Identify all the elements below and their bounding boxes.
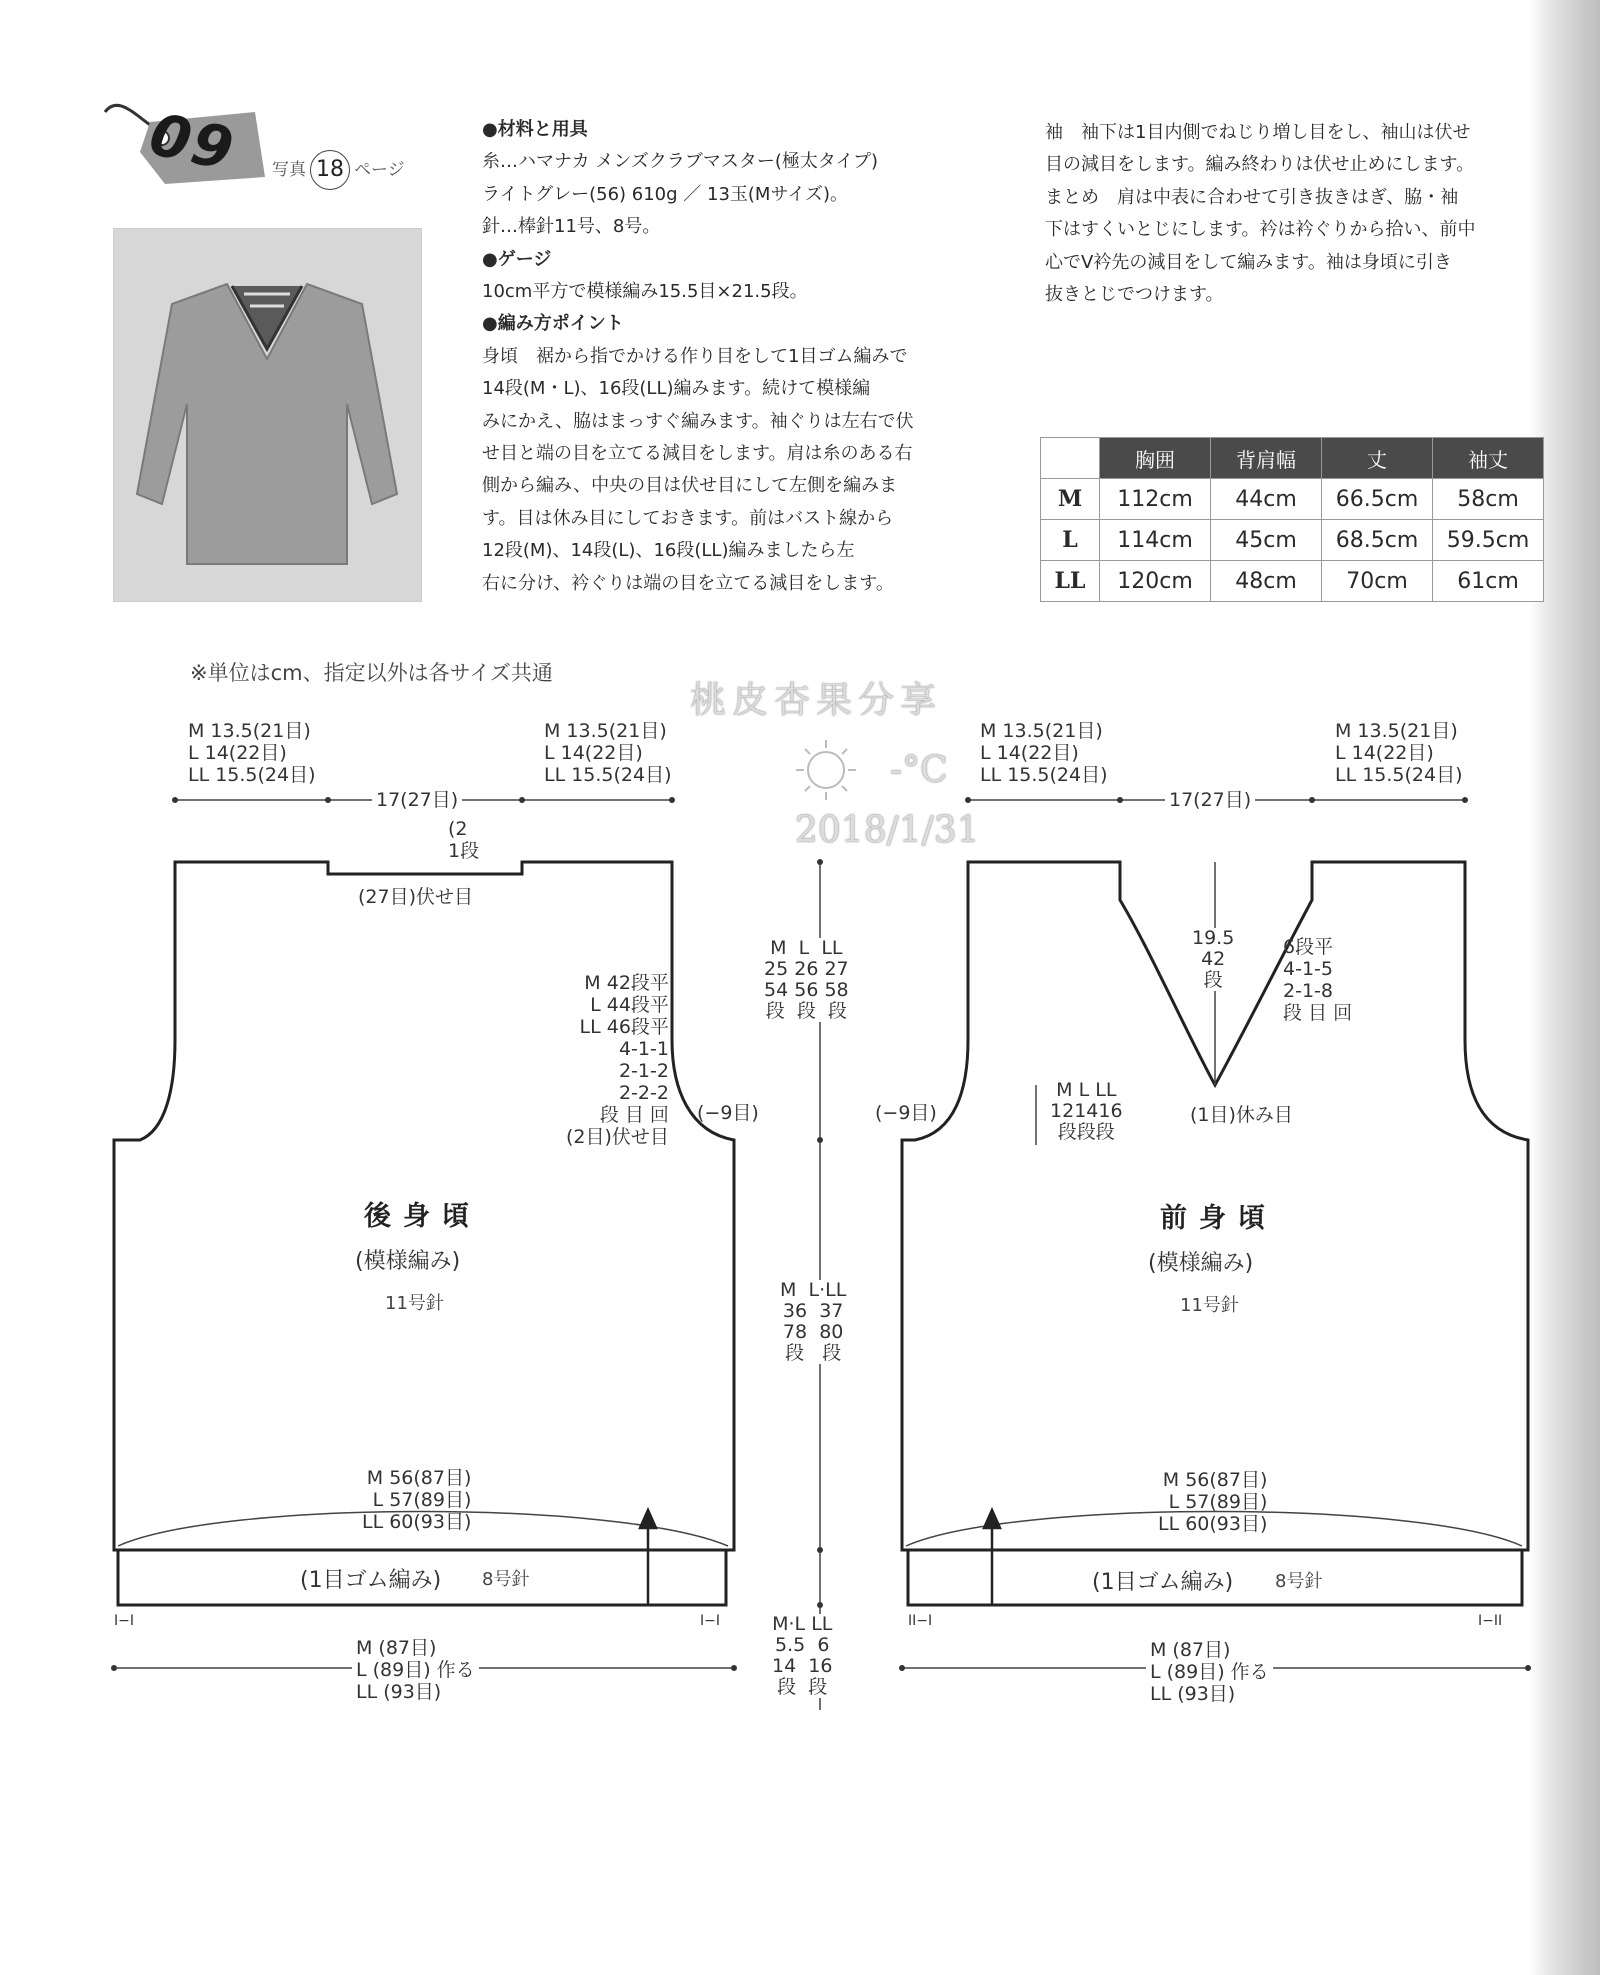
front-armhole-dec: (−9目) (875, 1102, 937, 1124)
label-cell: 80 (819, 1321, 844, 1343)
label-cell: 26 (794, 958, 819, 980)
label-line: LL 15.5(24目) (188, 764, 316, 786)
dim-dot (1462, 797, 1468, 803)
back-stitch: (模様編み) (355, 1249, 461, 1274)
label-line: M 42段平 (584, 972, 669, 994)
yarn-line-1: 糸…ハマナカ メンズクラブマスター(極太タイプ) (482, 151, 878, 173)
front-v-decrease (1283, 936, 1352, 1024)
label-cell: 段 (796, 1000, 816, 1022)
label-line: M (87目) (356, 1637, 437, 1659)
back-rib-label: (1目ゴム編み) (300, 1568, 442, 1593)
dim-dot (111, 1665, 117, 1671)
back-shoulder-left (188, 720, 316, 786)
label-row (772, 1677, 832, 1698)
dim-dot (325, 797, 331, 803)
back-mark-left: I−I (114, 1613, 134, 1629)
label-line: (2 (448, 818, 468, 840)
label-cell: L (1078, 1079, 1090, 1101)
label-cell: 16 (808, 1655, 833, 1677)
label-cell: 段 (777, 1676, 797, 1698)
table-cell: 70cm (1322, 561, 1433, 602)
label-cell: L·LL (808, 1279, 847, 1301)
label-cell: 36 (782, 1300, 808, 1322)
label-cell: 14 (1074, 1100, 1099, 1122)
watermark-sun-icon (796, 740, 856, 800)
label-line: LL (93目) (356, 1681, 442, 1703)
size-label: LL (1041, 561, 1100, 602)
front-split-rows (1050, 1080, 1123, 1143)
label-cell: 37 (819, 1300, 844, 1322)
front-center-hold: (1目)休み目 (1190, 1104, 1293, 1126)
label-cell: M (780, 1279, 797, 1301)
label-line: 6段平 (1283, 936, 1334, 958)
instruction-line: 目の減目をします。編み終わりは伏せ止めにします。 (1045, 154, 1475, 176)
label-cell: 56 (794, 979, 819, 1001)
front-title: 前身頃 (1160, 1203, 1277, 1234)
label-line: (2目)伏せ目 (566, 1126, 669, 1148)
table-cell: 120cm (1100, 561, 1211, 602)
label-line: L 57(89目) (372, 1489, 472, 1511)
label-cell: M (1056, 1079, 1073, 1101)
label-cell: 段 (1095, 1121, 1115, 1143)
label-cell: 16 (1098, 1100, 1123, 1122)
front-needle: 11号針 (1180, 1295, 1239, 1316)
label-line: 19.5 (1192, 927, 1235, 949)
label-line: 1段 (448, 840, 480, 862)
dim-dot (1309, 797, 1315, 803)
label-cell: 段 (1076, 1121, 1096, 1143)
points-line: 12段(M)、14段(L)、16段(LL)編みましたら左 (482, 540, 855, 562)
table-cell: 61cm (1433, 561, 1544, 602)
back-needle: 11号針 (385, 1293, 444, 1314)
label-cell: 段 (785, 1342, 805, 1364)
table-cell: 59.5cm (1433, 520, 1544, 561)
table-cell: 48cm (1211, 561, 1322, 602)
label-line: L 14(22目) (188, 742, 287, 764)
front-shoulder-left (980, 720, 1108, 786)
label-line: L (89目) 作る (356, 1659, 475, 1681)
label-row (764, 938, 849, 959)
needles-line: 針…棒針11号、8号。 (482, 216, 661, 238)
back-neck-rows (448, 818, 479, 862)
table-cell: 45cm (1211, 520, 1322, 561)
points-line: 側から編み、中央の目は伏せ目にして左側を編みま (482, 475, 898, 497)
dim-dot (731, 1665, 737, 1671)
unit-note: ※単位はcm、指定以外は各サイズ共通 (190, 661, 553, 685)
dim-dot (817, 1547, 823, 1553)
instruction-line: 抜きとじでつけます。 (1045, 284, 1224, 306)
back-neck-bindoff: (27目)伏せ目 (358, 886, 474, 908)
label-cell: M·L (772, 1613, 806, 1635)
back-bust (362, 1467, 471, 1533)
label-line: L 14(22目) (980, 742, 1079, 764)
front-v-depth (1192, 928, 1234, 991)
table-cell: 44cm (1211, 479, 1322, 520)
points-line: 身頃 裾から指でかける作り目をして1目ゴム編みで (482, 345, 908, 367)
dim-dot (817, 1137, 823, 1143)
label-line: M 13.5(21目) (544, 720, 667, 742)
label-line: 段 (1203, 969, 1223, 991)
front-neck-width: 17(27目) (1165, 789, 1255, 811)
label-row (772, 1656, 832, 1677)
label-row (1050, 1080, 1123, 1101)
points-line: 14段(M・L)、16段(LL)編みます。続けて模様編 (482, 378, 871, 400)
front-cast-on (1146, 1639, 1273, 1705)
label-row (764, 1001, 849, 1022)
watermark-line-2: -°C (890, 750, 948, 791)
photo-ref-prefix: 写真 (272, 160, 306, 180)
front-stitch: (模様編み) (1148, 1251, 1254, 1276)
table-cell: 66.5cm (1322, 479, 1433, 520)
label-line: 42 (1201, 948, 1226, 970)
size-label: L (1041, 520, 1100, 561)
photo-ref-page: 18 (310, 150, 350, 190)
label-line: M 13.5(21目) (188, 720, 311, 742)
label-line: L 57(89目) (1168, 1491, 1268, 1513)
label-line: L 14(22目) (544, 742, 643, 764)
back-rib-needle: 8号針 (482, 1569, 530, 1590)
label-row (764, 959, 849, 980)
label-line: LL 60(93目) (362, 1511, 472, 1533)
label-row (780, 1322, 846, 1343)
back-cast-on (352, 1637, 479, 1703)
label-line: M (87目) (1150, 1639, 1231, 1661)
label-cell: 5.5 (775, 1634, 806, 1656)
label-row (780, 1343, 846, 1364)
dim-dot (899, 1665, 905, 1671)
dim-dot (817, 859, 823, 865)
label-cell: 段 (827, 1000, 847, 1022)
label-line: L 14(22目) (1335, 742, 1434, 764)
label-cell: 25 (764, 958, 789, 980)
label-cell: 6 (817, 1634, 830, 1656)
points-line: せ目と端の目を立てる減目をします。肩は糸のある右 (482, 443, 913, 465)
header-length: 丈 (1322, 438, 1433, 479)
label-row (1050, 1122, 1123, 1143)
label-row (772, 1614, 832, 1635)
photo-ref-suffix: ページ (354, 160, 405, 180)
label-cell: 段 (808, 1676, 828, 1698)
front-mark-left: II−I (908, 1613, 933, 1629)
label-line: LL 60(93目) (1158, 1513, 1268, 1535)
label-cell: L (798, 937, 810, 959)
label-line: M 13.5(21目) (1335, 720, 1458, 742)
label-cell: LL (1095, 1079, 1117, 1101)
instruction-line: 心でV衿先の減目をして編みます。袖は身頃に引き (1045, 251, 1452, 273)
dim-dot (1525, 1665, 1531, 1671)
label-line: 2-1-8 (1283, 980, 1333, 1002)
label-line: 2-2-2 (618, 1082, 669, 1104)
points-line: みにかえ、脇はまっすぐ編みます。袖ぐりは左右で伏 (482, 410, 914, 432)
label-line: M 56(87目) (366, 1467, 472, 1489)
label-line: 段 目 回 (599, 1104, 669, 1126)
front-rib-needle: 8号針 (1275, 1571, 1323, 1592)
front-mark-right: I−II (1478, 1613, 1503, 1629)
label-cell: M (770, 937, 787, 959)
table-cell: 58cm (1433, 479, 1544, 520)
label-row (780, 1301, 846, 1322)
table-cell: 112cm (1100, 479, 1211, 520)
front-arrowhead (984, 1510, 1000, 1528)
center-armhole-heights (764, 938, 849, 1022)
back-title: 後身頃 (364, 1201, 481, 1232)
back-mark-right: I−I (700, 1613, 720, 1629)
size-label: M (1041, 479, 1100, 520)
front-bust (1158, 1469, 1267, 1535)
label-row (772, 1635, 832, 1656)
front-rib-label: (1目ゴム編み) (1092, 1570, 1234, 1595)
back-armhole-dec: (−9目) (697, 1102, 759, 1124)
label-cell: 58 (824, 979, 849, 1001)
gauge-line: 10cm平方で模様編み15.5目×21.5段。 (482, 281, 808, 303)
label-line: 段 目 回 (1283, 1002, 1353, 1024)
dim-dot (817, 1602, 823, 1608)
label-line: M 56(87目) (1162, 1469, 1268, 1491)
gauge-heading: ●ゲージ (482, 248, 552, 270)
back-arrowhead (640, 1510, 656, 1528)
label-cell: LL (811, 1613, 833, 1635)
yarn-line-2: ライトグレー(56) 610g ／ 13玉(Mサイズ)。 (482, 183, 849, 205)
label-cell: 12 (1050, 1100, 1075, 1122)
label-cell: LL (821, 937, 843, 959)
points-line: 右に分け、衿ぐりは端の目を立てる減目をします。 (482, 572, 894, 594)
dim-dot (519, 797, 525, 803)
label-line: LL 15.5(24目) (980, 764, 1108, 786)
dim-dot (1117, 797, 1123, 803)
label-cell: 78 (782, 1321, 808, 1343)
label-row (764, 980, 849, 1001)
dim-dot (172, 797, 178, 803)
back-armhole-rows (566, 972, 669, 1148)
label-line: LL 15.5(24目) (544, 764, 672, 786)
label-line: 4-1-1 (618, 1038, 669, 1060)
label-line: M 13.5(21目) (980, 720, 1103, 742)
header-shoulder: 背肩幅 (1211, 438, 1322, 479)
label-row (1050, 1101, 1123, 1122)
label-cell: 14 (772, 1655, 797, 1677)
instruction-line: 下はすくいとじにします。衿は衿ぐりから拾い、前中 (1045, 219, 1476, 241)
label-row (780, 1280, 846, 1301)
center-rib-heights (772, 1614, 832, 1698)
label-line: LL 15.5(24目) (1335, 764, 1463, 786)
dim-dot (669, 797, 675, 803)
watermark-line-1: 桃皮杏果分享 (690, 680, 943, 721)
label-line: 2-1-2 (618, 1060, 669, 1082)
label-line: 4-1-5 (1283, 958, 1333, 980)
table-cell: 114cm (1100, 520, 1211, 561)
pattern-number: 09 (143, 99, 241, 185)
label-cell: 27 (824, 958, 849, 980)
label-line: LL 46段平 (579, 1016, 669, 1038)
front-shoulder-right (1335, 720, 1463, 786)
header-sleeve: 袖丈 (1433, 438, 1544, 479)
watermark-line-3: 2018/1/31 (795, 810, 980, 851)
points-line: す。目は休み目にしておきます。前はバスト線から (482, 507, 894, 529)
dim-dot (965, 797, 971, 803)
points-heading: ●編み方ポイント (482, 313, 624, 335)
label-line: L 44段平 (590, 994, 669, 1016)
center-body-heights (780, 1280, 846, 1364)
back-shoulder-right (544, 720, 672, 786)
materials-heading: ●材料と用具 (482, 119, 588, 140)
label-line: LL (93目) (1150, 1683, 1236, 1705)
instruction-line: 袖 袖下は1目内側でねじり増し目をし、袖山は伏せ (1045, 122, 1471, 143)
label-cell: 段 (822, 1342, 842, 1364)
header-bust: 胸囲 (1100, 438, 1211, 479)
instruction-line: まとめ 肩は中表に合わせて引き抜きはぎ、脇・袖 (1045, 186, 1459, 208)
label-line: L (89目) 作る (1150, 1661, 1269, 1683)
table-cell: 68.5cm (1322, 520, 1433, 561)
label-cell: 段 (765, 1000, 785, 1022)
back-neck-width: 17(27目) (372, 789, 462, 811)
label-cell: 段 (1057, 1121, 1077, 1143)
label-cell: 54 (764, 979, 789, 1001)
